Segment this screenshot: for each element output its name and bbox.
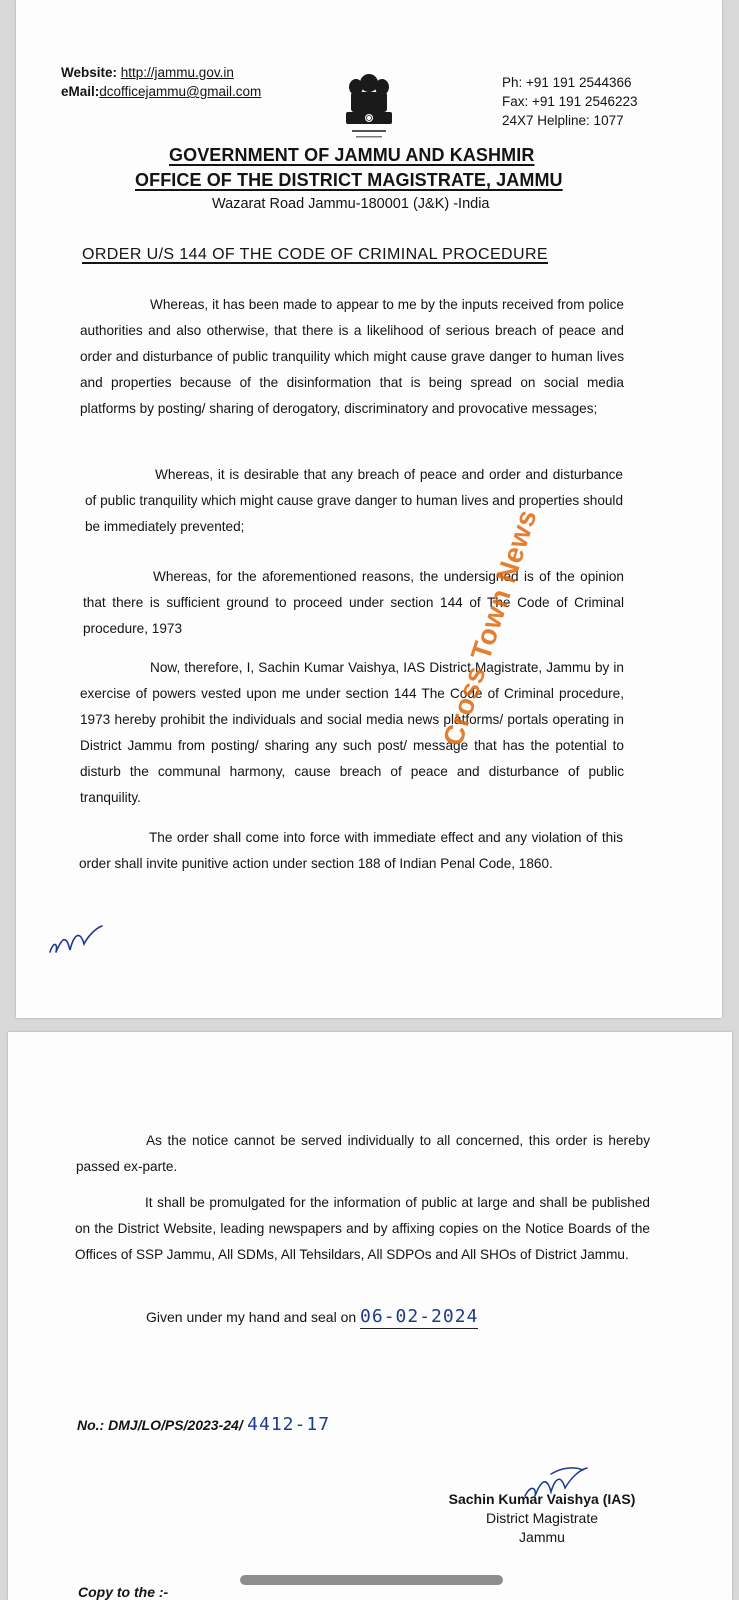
copy-to-heading: Copy to the :- — [78, 1584, 169, 1600]
reference-number-handwritten: 4412-17 — [247, 1414, 331, 1435]
order-title: ORDER U/S 144 OF THE CODE OF CRIMINAL PROCEDURE — [82, 246, 548, 263]
signatory-name: Sachin Kumar Vaishya (IAS) — [448, 1491, 636, 1507]
initials-signature-icon — [44, 922, 108, 962]
paragraph-2: Whereas, it is desirable that any breach of peace and order and disturbance of public tranquility which might cause grave danger to human lives and properties should be immediately prevented; — [85, 467, 624, 534]
website-link[interactable]: http://jammu.gov.in — [120, 65, 234, 80]
signatory-title: District Magistrate — [485, 1510, 599, 1526]
given-date: 06-02-2024 — [360, 1306, 479, 1327]
office-address: Wazarat Road Jammu-180001 (J&K) -India — [212, 196, 490, 212]
reference-number-line — [77, 1414, 330, 1435]
reference-number-label: No.: DMJ/LO/PS/2023-24/ — [77, 1417, 243, 1433]
given-under-seal-line — [146, 1306, 478, 1329]
paragraph-1: Whereas, it has been made to appear to me by the inputs received from police authorities and also otherwise, that there is a likelihood of serious breach of peace and order and disturbance of public tranquility which might cause grave danger to human lives and properties because of the disinformation that is being spread on social media platforms by posting/ sharing of derogatory, discriminatory and provocative messages; — [80, 297, 624, 416]
signatory-place: Jammu — [519, 1529, 565, 1545]
email-link[interactable]: dcofficejammu@gmail.com — [99, 84, 262, 99]
email-label: eMail: — [61, 84, 100, 99]
signature-block — [432, 1490, 652, 1547]
website-label: Website: — [61, 65, 118, 80]
watermark-text: Cross Town News — [437, 505, 543, 750]
state-emblem-icon — [338, 70, 400, 144]
email-line — [61, 82, 261, 101]
office-heading: OFFICE OF THE DISTRICT MAGISTRATE, JAMMU — [135, 170, 563, 190]
website-line — [61, 63, 234, 82]
home-indicator[interactable] — [240, 1575, 503, 1585]
government-heading: GOVERNMENT OF JAMMU AND KASHMIR — [169, 145, 535, 165]
document-page-1 — [16, 0, 722, 1018]
fax-number: Fax: +91 191 2546223 — [502, 94, 638, 109]
phone-number: Ph: +91 191 2544366 — [502, 75, 632, 90]
paragraph-3: Whereas, for the aforementioned reasons, the undersigned is of the opinion that there is sufficient ground to proceed under section 144 of The Code of Criminal procedure, 1973 — [83, 569, 624, 636]
page2-paragraph-2: It shall be promulgated for the information of public at large and shall be published on the District Website, leading newspapers and by affixing copies on the Notice Boards of the Offices of SSP Jammu, All SDMs, All Tehsildars, All SDPOs and All SHOs of District Jammu. — [75, 1195, 650, 1262]
page2-paragraph-1: As the notice cannot be served individually to all concerned, this order is hereby passed ex-parte. — [76, 1133, 650, 1174]
given-text: Given under my hand and seal on — [146, 1309, 357, 1325]
document-page-2 — [8, 1032, 732, 1600]
helpline-number: 24X7 Helpline: 1077 — [502, 113, 624, 128]
paragraph-5: The order shall come into force with immediate effect and any violation of this order shall invite punitive action under section 188 of Indian Penal Code, 1860. — [79, 830, 623, 871]
paragraph-4: Now, therefore, I, Sachin Kumar Vaishya, IAS District Magistrate, Jammu by in exercise of powers vested upon me under section 144 The Code of Criminal procedure, 1973 hereby prohibit the individuals and social media news platforms/ portals operating in District Jammu from posting/ sharing any such post/ message that has the potential to disturb the communal harmony, cause breach of peace and disturbance of public tranquility. — [80, 660, 624, 805]
